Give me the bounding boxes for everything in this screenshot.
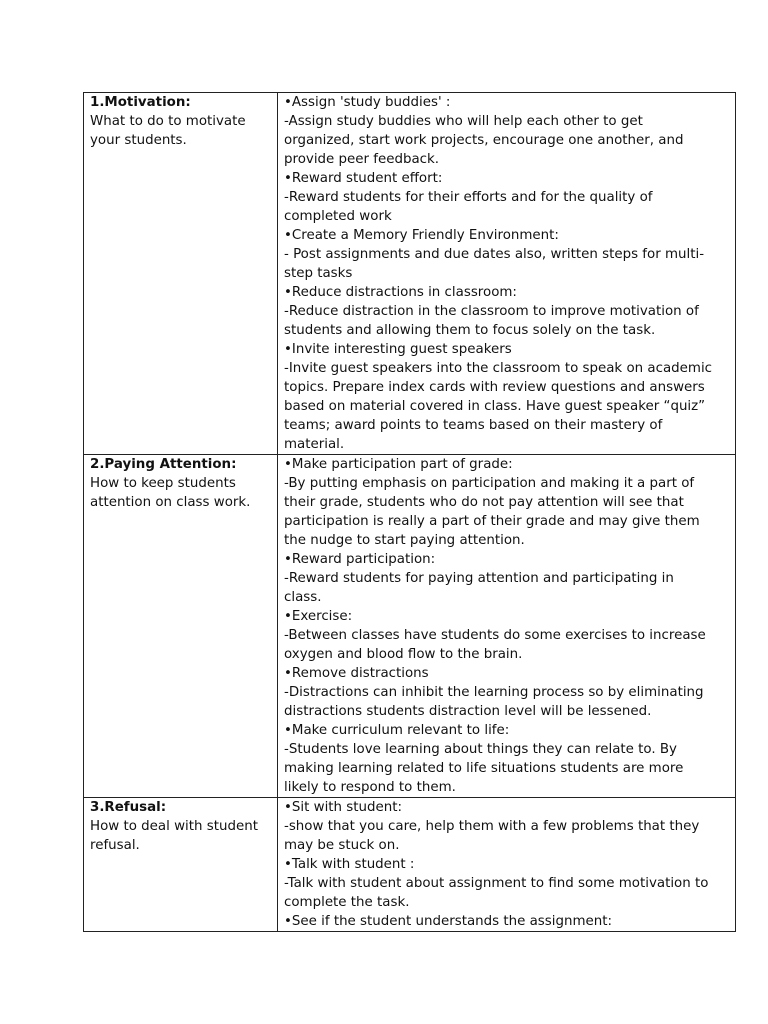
strategy-line: •Exercise: — [284, 609, 353, 624]
strategy-line: class. — [284, 590, 322, 605]
topic-description-line: refusal. — [90, 838, 140, 853]
strategy-line: •Remove distractions — [284, 666, 429, 681]
strategy-line: their grade, students who do not pay attention will see that — [284, 495, 684, 510]
topic-cell — [84, 455, 278, 798]
topic-description-line: How to deal with student — [90, 819, 258, 834]
topic-title: 2.Paying Attention: — [90, 457, 237, 472]
strategy-line: •Assign 'study buddies' : — [284, 95, 451, 110]
strategy-line: •Talk with student : — [284, 857, 415, 872]
strategy-line: -Students love learning about things they can relate to. By — [284, 742, 677, 757]
topic-cell — [84, 93, 278, 455]
table-body — [84, 93, 736, 932]
table-row — [84, 455, 736, 798]
topic-title: 3.Refusal: — [90, 800, 167, 815]
strategy-line: •Sit with student: — [284, 800, 402, 815]
table-row — [84, 93, 736, 455]
strategy-line: making learning related to life situations students are more — [284, 761, 684, 776]
strategy-line: •Invite interesting guest speakers — [284, 342, 512, 357]
strategy-line: the nudge to start paying attention. — [284, 533, 525, 548]
strategy-line: -Talk with student about assignment to find some motivation to — [284, 876, 709, 891]
strategy-line: participation is really a part of their grade and may give them — [284, 514, 700, 529]
strategy-line: organized, start work projects, encourage one another, and — [284, 133, 684, 148]
strategy-line: -Distractions can inhibit the learning process so by eliminating — [284, 685, 704, 700]
strategy-line: based on material covered in class. Have guest speaker “quiz” — [284, 399, 706, 414]
strategy-line: -show that you care, help them with a few problems that they — [284, 819, 700, 834]
strategy-line: •See if the student understands the assignment: — [284, 914, 612, 929]
strategy-line: •Make curriculum relevant to life: — [284, 723, 510, 738]
strategy-line: complete the task. — [284, 895, 410, 910]
strategy-line: completed work — [284, 209, 392, 224]
topic-title: 1.Motivation: — [90, 95, 191, 110]
strategy-line: •Reduce distractions in classroom: — [284, 285, 517, 300]
topic-description-line: your students. — [90, 133, 187, 148]
strategy-line: -Assign study buddies who will help each other to get — [284, 114, 643, 129]
strategy-line: likely to respond to them. — [284, 780, 456, 795]
strategy-line: -Between classes have students do some exercises to increase — [284, 628, 706, 643]
strategy-line: topics. Prepare index cards with review questions and answers — [284, 380, 705, 395]
strategies-cell — [278, 455, 736, 798]
strategy-line: distractions students distraction level will be lessened. — [284, 704, 652, 719]
strategy-line: provide peer feedback. — [284, 152, 440, 167]
strategy-line: •Reward student effort: — [284, 171, 443, 186]
strategy-line: -By putting emphasis on participation and making it a part of — [284, 476, 695, 491]
strategy-line: step tasks — [284, 266, 353, 281]
strategies-cell — [278, 798, 736, 932]
strategy-line: may be stuck on. — [284, 838, 400, 853]
strategy-line: -Invite guest speakers into the classroom to speak on academic — [284, 361, 713, 376]
topic-cell — [84, 798, 278, 932]
strategy-line: -Reward students for paying attention and participating in — [284, 571, 674, 586]
strategy-line: teams; award points to teams based on their mastery of — [284, 418, 663, 433]
strategies-table — [83, 92, 736, 932]
topic-description-line: How to keep students — [90, 476, 236, 491]
strategy-line: •Make participation part of grade: — [284, 457, 513, 472]
strategies-cell — [278, 93, 736, 455]
strategy-line: students and allowing them to focus solely on the task. — [284, 323, 656, 338]
strategy-line: oxygen and blood flow to the brain. — [284, 647, 523, 662]
strategy-line: - Post assignments and due dates also, written steps for multi- — [284, 247, 705, 262]
topic-description-line: What to do to motivate — [90, 114, 246, 129]
strategy-line: material. — [284, 437, 345, 452]
topic-description-line: attention on class work. — [90, 495, 251, 510]
strategy-line: -Reduce distraction in the classroom to improve motivation of — [284, 304, 699, 319]
strategy-line: •Reward participation: — [284, 552, 436, 567]
strategy-line: -Reward students for their efforts and for the quality of — [284, 190, 653, 205]
strategy-line: •Create a Memory Friendly Environment: — [284, 228, 559, 243]
table-row — [84, 798, 736, 932]
